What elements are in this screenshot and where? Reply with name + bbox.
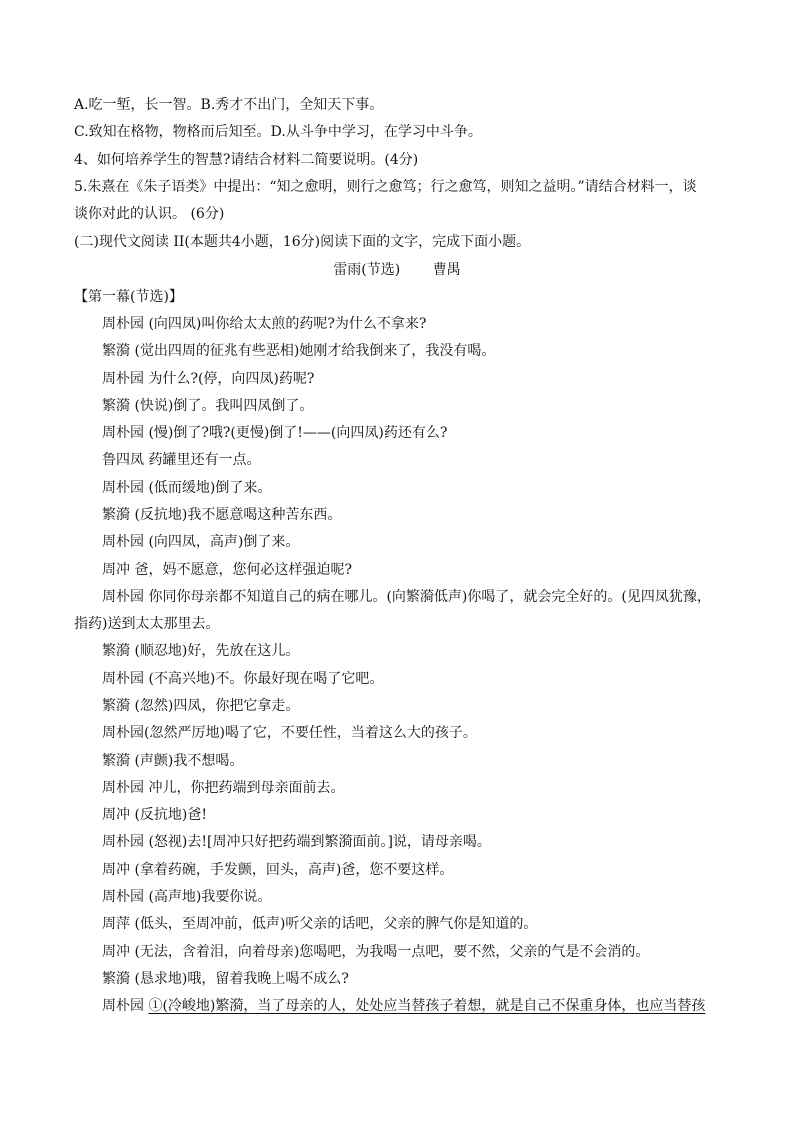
- dialogue-line: 周朴园 你同你母亲都不知道自己的病在哪儿。(向繁漪低声)你喝了，就会完全好的。(见四凤犹豫，: [102, 589, 711, 605]
- dialogue-line: 周冲 (拿着药碗，手发颤，回头，高声)爸，您不要这样。: [102, 862, 454, 878]
- dialogue-line: 繁漪 (顺忍地)好，先放在这儿。: [102, 643, 300, 659]
- dialogue-line: 繁漪 (反抗地)我不愿意喝这种苦东西。: [102, 507, 342, 523]
- question-4: 4、如何培养学生的智慧?请结合材料二简要说明。(4分): [74, 152, 419, 168]
- dialogue-line: 周朴园 (向四凤)叫你给太太煎的药呢?为什么不拿来?: [102, 316, 427, 332]
- dialogue-line: 繁漪 (快说)倒了。我叫四凤倒了。: [102, 398, 314, 414]
- dialogue-line: 周朴园 (慢)倒了?哦?(更慢)倒了!——(向四凤)药还有么?: [102, 425, 448, 441]
- dialogue-line: 繁漪 (恳求地)哦，留着我晚上喝不成么?: [102, 971, 349, 987]
- question-5-line-1: 5.朱熹在《朱子语类》中提出：“知之愈明，则行之愈笃；行之愈笃，则知之益明。”请结合材料一，谈: [74, 179, 697, 195]
- dialogue-line: 周朴园 为什么?(停，向四凤)药呢?: [102, 371, 315, 387]
- dialogue-line: 周萍 (低头，至周冲前，低声)听父亲的话吧，父亲的脾气你是知道的。: [102, 916, 538, 932]
- dialogue-line: 繁漪 (忽然)四凤，你把它拿走。: [102, 698, 300, 714]
- underlined-passage: ①(冷峻地)繁漪，当了母亲的人，处处应当替孩子着想，就是自己不保重身体，也应当替孩: [148, 998, 706, 1014]
- options-ab: A.吃一堑，长一智。B.秀才不出门，全知天下事。: [74, 97, 384, 113]
- dialogue-line: 周朴园 (高声地)我要你说。: [102, 889, 272, 905]
- dialogue-line: 周朴园 (怒视)去![周冲只好把药端到繁漪面前。]说，请母亲喝。: [102, 834, 491, 850]
- dialogue-line: 繁漪 (觉出四周的征兆有些恶相)她刚才给我倒来了，我没有喝。: [102, 343, 496, 359]
- dialogue-line-last: [102, 996, 724, 1016]
- dialogue-line: 周冲 (无法，含着泪，向着母亲)您喝吧，为我喝一点吧，要不然，父亲的气是不会消的。: [102, 944, 650, 960]
- act-label: 【第一幕(节选)】: [74, 289, 183, 305]
- dialogue-line-continued: 指药)送到太太那里去。: [74, 616, 220, 632]
- play-title: [0, 260, 794, 280]
- last-line-speaker: 周朴园: [102, 998, 149, 1014]
- dialogue-line: 鲁四凤 药罐里还有一点。: [102, 452, 261, 468]
- section-heading: (二)现代文阅读 II(本题共4小题，16分)阅读下面的文字，完成下面小题。: [74, 234, 531, 250]
- dialogue-line: 周冲 爸，妈不愿意，您何必这样强迫呢?: [102, 562, 352, 578]
- dialogue-line: 周朴园(忽然严厉地)喝了它，不要任性，当着这么大的孩子。: [102, 725, 477, 741]
- dialogue-line: 周朴园 冲儿，你把药端到母亲面前去。: [102, 780, 345, 796]
- dialogue-line: 周冲 (反抗地)爸!: [102, 807, 207, 823]
- dialogue-line: 周朴园 (不高兴地)不。你最好现在喝了它吧。: [102, 671, 384, 687]
- question-5-line-2: 谈你对此的认识。 (6分): [74, 206, 225, 222]
- dialogue-line: 周朴园 (向四凤，高声)倒了来。: [102, 534, 300, 550]
- dialogue-line: 周朴园 (低而缓地)倒了来。: [102, 480, 272, 496]
- play-title-text: 雷雨(节选): [333, 262, 401, 278]
- play-author: 曹禺: [432, 262, 461, 278]
- dialogue-line: 繁漪 (声颤)我不想喝。: [102, 753, 244, 769]
- options-cd: C.致知在格物，物格而后知至。D.从斗争中学习，在学习中斗争。: [74, 124, 482, 140]
